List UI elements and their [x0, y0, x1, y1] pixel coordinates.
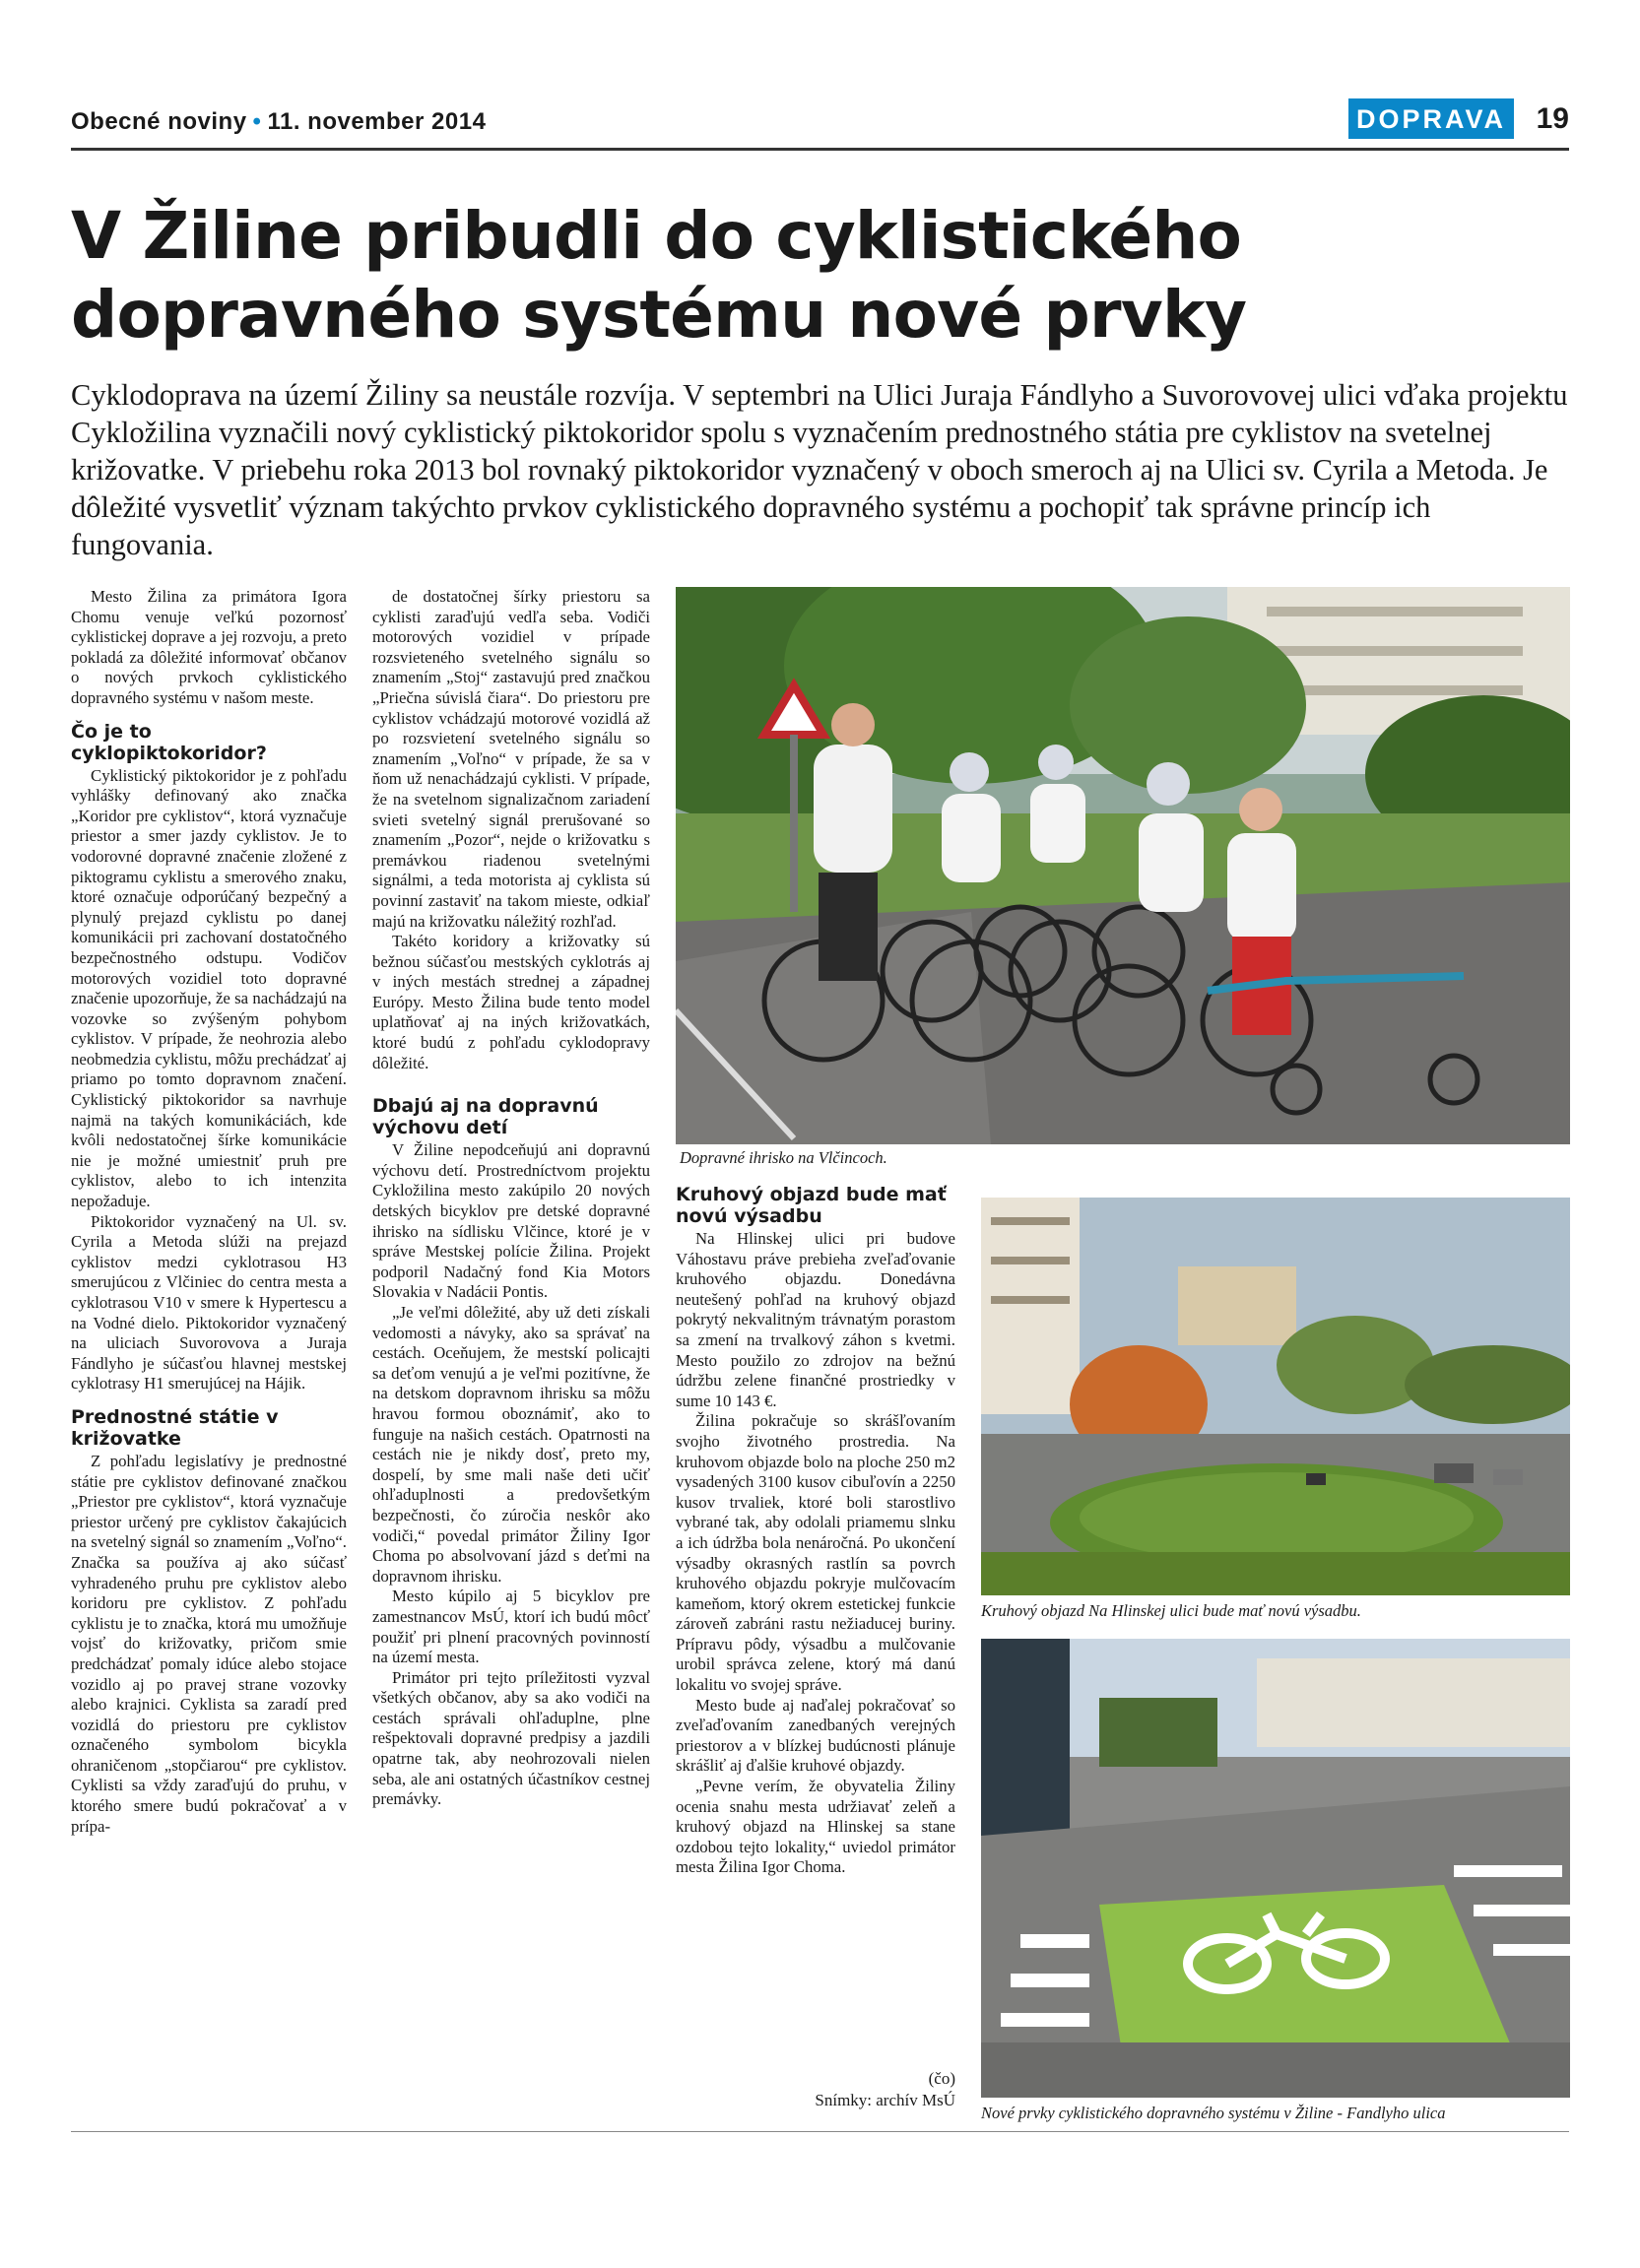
- photo-bike-box-image: [981, 1639, 1570, 2098]
- text-column-3: [676, 1184, 955, 1878]
- photo-bike-box: [981, 1639, 1570, 2098]
- paragraph: „Pevne verím, že obyvatelia Žiliny ocenia snahu mesta udržiavať zeleň a kruhový objazd na Hlinskej sa stane ozdobou tejto lokality,“ uviedol primátor mesta Žilina Igor Choma.: [676, 1777, 955, 1877]
- subheading: Dbajú aj na dopravnú výchovu detí: [372, 1095, 599, 1139]
- paragraph: de dostatočnej šírky priestoru sa cyklisti zaraďujú vedľa seba. Vodiči motorových vozidiel v prípade rozsvieteného svetelného signálu so znamením „Stoj“ zastavujú pred značkou „Priečna súvislá čiara“. Do priestoru pre cyklistov vchádzajú motorové vozidlá až po rozsvietení svetelného signálu so znamením „Voľno“ v prípade, že sa v ňom už nenachádzajú cyklisti. V prípade, že na svetelnom signalizačnom zariadení svieti svetelný signál prerušované so znamením „Pozor“, nejde o križovatku s premávkou riadenou svetelnými signálmi, a teda motorista aj cyklista sú povinní zastaviť na takom mieste, odkiaľ majú na križovatku náležitý rozhľad.: [372, 587, 650, 931]
- paragraph: Na Hlinskej ulici pri budove Váhostavu práve prebieha zveľaďovanie kruhového objazdu. Donedávna neutešený pohľad na kruhový objazd pokrytý nekvalitným trávnatým porastom sa zmení na trvalkový záhon s kvetmi. Mesto použilo zo zdrojov na bežnú údržbu zelene finančné prostriedky v sume 10 143 €.: [676, 1229, 955, 1410]
- section-label: DOPRAVA: [1348, 98, 1514, 139]
- paragraph: Z pohľadu legislatívy je prednostné státie pre cyklistov definované značkou „Priestor pre cyklistov“, ktorá vyznačuje priestor určený pre cyklistov čakajúcich na svetelný signál so znamením „Voľno“. Značka sa používa aj ako súčasť vyhradeného pruhu pre cyklistov alebo koridoru pre cyklistov. Z pohľadu cyklistu je to značka, ktorá mu umožňuje vojsť do križovatky, pričom smie predchádzať pomaly idúce alebo stojace vozidlo aj po pravej strane vozovky alebo krajnici. Cyklista sa zaradí pred vozidlá do priestoru pre cyklistov označeného symbolom bicykla ohraničenom „stopčiarou“ pre cyklistov. Cyklisti sa vždy zaraďujú do pruhu, v ktorého smere budú pokračovať a v prípa-: [71, 1451, 347, 1836]
- subheading: Čo je to cyklopiktokoridor?: [71, 720, 267, 764]
- paragraph: Mesto bude aj naďalej pokračovať so zveľaďovaním zanedbaných verejných priestorov a v blízkej budúcnosti plánuje skrášliť aj ďalšie kruhové objazdy.: [676, 1695, 955, 1776]
- paragraph: Piktokoridor vyznačený na Ul. sv. Cyrila a Metoda slúži na prejazd cyklistov medzi cyklotrasou H3 smerujúcou z Vlčiniec do centra mesta a cyklotrasou V10 v smere k Hypertescu a na Vodné dielo. Piktokoridor vyznačený na uliciach Suvorovova a Juraja Fándlyho je súčasťou hlavnej mestskej cyklotrasy H1 smerujúcej na Hájik.: [71, 1211, 347, 1393]
- photo-caption-3: Nové prvky cyklistického dopravného systému v Žiline - Fandlyho ulica: [981, 2104, 1446, 2122]
- photo-roundabout: [981, 1198, 1570, 1595]
- text-column-1: [71, 587, 347, 1837]
- photo-roundabout-image: [981, 1198, 1570, 1595]
- paragraph: Žilina pokračuje so skrášľovaním svojho životného prostredia. Na kruhovom objazde bolo na ploche 250 m2 vysadených 3100 kusov cibuľovín a 2250 kusov trvaliek, ktoré boli starostlivo vybrané tak, aby odolali priamemu slnku a ich údržba bola nenáročná. Po ukončení výsadby okrasných rastlín sa povrch kruhového objazdu pokryje mulčovacím kameňom, ktorý okrem estetickej funkcie zároveň zabráni rastu nežiaducej buriny. Prípravu pôdy, výsadbu a mulčovanie urobil správca zelene, ktorý má danú lokalitu vo svojej správe.: [676, 1411, 955, 1695]
- paragraph: Takéto koridory a križovatky sú bežnou súčasťou mestských cyklotrás aj v iných mestách strednej a západnej Európy. Mesto Žilina bude tento model uplatňovať aj na iných križovatkách, ktoré budú z pohľadu cyklodopravy dôležité.: [372, 932, 650, 1072]
- publication-name: Obecné noviny: [71, 108, 247, 135]
- page-header: [71, 98, 1569, 148]
- headline-line-1: V Žiline pribudli do cyklistického: [71, 198, 1242, 274]
- text-column-2: [372, 587, 650, 1810]
- photo-caption-1: Dopravné ihrisko na Vlčincoch.: [680, 1148, 887, 1167]
- photo-children-cycling-image: [676, 587, 1570, 1144]
- header-rule: [71, 148, 1569, 151]
- paragraph: Mesto Žilina za primátora Igora Chomu venuje veľkú pozornosť cyklistickej doprave a jej rozvoju, a preto pokladá za dôležité informovať občanov o nových prvkoch cyklistického dopravného systému v našom meste.: [71, 587, 347, 707]
- author-signature: (čo): [928, 2069, 955, 2088]
- paragraph: Primátor pri tejto príležitosti vyzval všetkých občanov, aby sa ako vodiči na cestách správali ohľaduplne, plne rešpektovali dopravné predpisy a jazdili opatrne tak, aby neohrozovali nielen seba, ale ani ostatných účastníkov cestnej premávky.: [372, 1667, 650, 1809]
- headline-line-2: dopravného systému nové prvky: [71, 277, 1247, 353]
- photo-caption-2: Kruhový objazd Na Hlinskej ulici bude mať novú výsadbu.: [981, 1601, 1361, 1620]
- subheading: Prednostné státie v križovatke: [71, 1405, 279, 1450]
- footer-rule: [71, 2131, 1569, 2132]
- photo-children-cycling: [676, 587, 1570, 1144]
- paragraph: Cyklistický piktokoridor je z pohľadu vyhlášky definovaný ako značka „Koridor pre cyklistov“, ktorá vyznačuje priestor a smer jazdy cyklistov. Je to vodorovné dopravné značenie zložené z piktogramu cyklistu a smerového znaku, ktoré označuje odporúčaný bezpečný a plynulý prejazd cyklistu po danej komunikácii pri zachovaní dostatočného bezpečnostného odstupu. Vodičov motorových vozidiel toto dopravné značenie upozorňuje, že sa nachádzajú na vozovke so zvýšeným pohybom cyklistov. V prípade, že neohrozia alebo neobmedzia cyklistu, môžu prechádzať aj priamo po tomto dopravnom značení. Cyklistický piktokoridor sa navrhuje najmä na takých komunikáciách, kde kvôli nedostatočnej šírke komunikácie nie je možné umiestniť pruh pre cyklistov, alebo to ich intenzita nepožaduje.: [71, 765, 347, 1211]
- publication-line: [71, 108, 486, 136]
- paragraph: Mesto kúpilo aj 5 bicyklov pre zamestnancov MsÚ, ktorí ich budú môcť použiť pri plnení pracovných povinností na území mesta.: [372, 1587, 650, 1667]
- page-number: 19: [1536, 102, 1569, 135]
- photo-credit: Snímky: archív MsÚ: [815, 2091, 955, 2109]
- article-headline: [71, 197, 1351, 355]
- paragraph: V Žiline nepodceňujú ani dopravnú výchovu detí. Prostredníctvom projektu Cykložilina mesto zakúpilo 20 nových detských bicyklov pre detské dopravné ihrisko na sídlisku Vlčince, ktoré je v správe Mestskej polície Žilina. Projekt podporil Nadačný fond Kia Motors Slovakia v Nadácii Pontis.: [372, 1140, 650, 1302]
- byline: [676, 2068, 955, 2111]
- article-lead: Cyklodoprava na území Žiliny sa neustále rozvíja. V septembri na Ulici Juraja Fándlyho a Suvorovovej ulici vďaka projektu Cykložilina vyznačili nový cyklistický piktokoridor spolu s vyznačením prednostného státia pre cyklistov na svetelnej križovatke. V priebehu roka 2013 bol rovnaký piktokoridor vyznačený v oboch smeroch aj na Ulici sv. Cyrila a Metoda. Je dôležité vysvetliť význam takýchto prvkov cyklistického dopravného systému a pochopiť tak správne princíp ich fungovania.: [71, 378, 1568, 561]
- issue-date: 11. november 2014: [267, 108, 487, 135]
- paragraph: „Je veľmi dôležité, aby už deti získali vedomosti a návyky, ako sa správať na cestách. Oceňujem, že mestskí policajti sa deťom venujú a je veľmi pozitívne, že na detskom dopravnom ihrisku sa môžu hravou formou oboznámiť, ako to funguje na našich cestách. Opatrnosti na cestách nie je nikdy dosť, preto my, dospelí, by sme mali naše deti učiť ohľaduplnosti a predovšetkým bezpečnosti, čo zúročia neskôr ako vodiči,“ povedal primátor Žiliny Igor Choma po absolvovaní jázd s deťmi na dopravnom ihrisku.: [372, 1303, 650, 1586]
- separator-dot: •: [252, 108, 262, 135]
- subheading: Kruhový objazd bude mať novú výsadbu: [676, 1184, 947, 1227]
